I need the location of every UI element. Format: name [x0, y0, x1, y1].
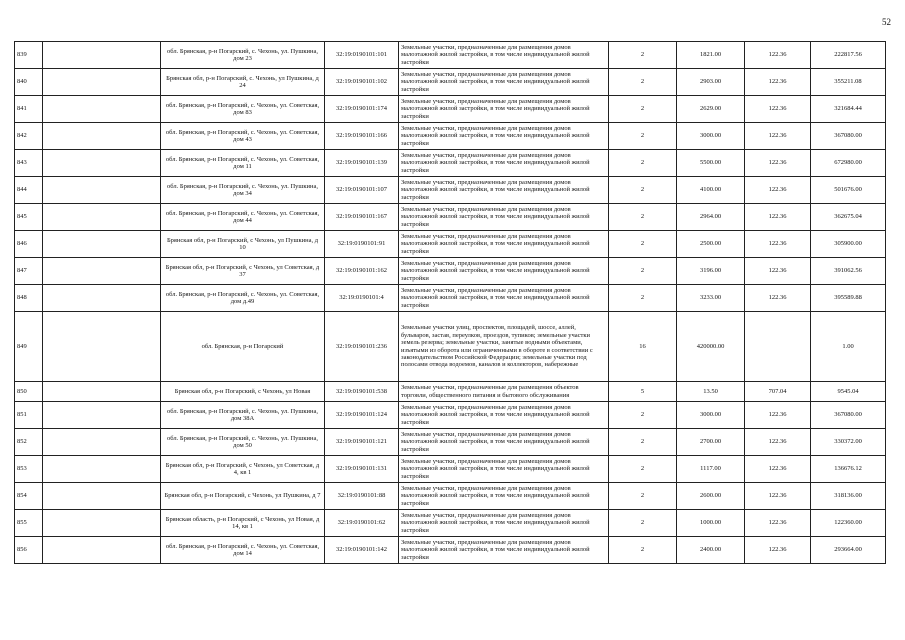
permitted-use-cell: Земельные участки, предназначенные для размещения объектов торговли, общественного питания и бытового обслуживания — [399, 382, 609, 402]
permitted-use-cell: Земельные участки, предназначенные для размещения домов малоэтажной жилой застройки, в том числе индивидуальной жилой застройки — [399, 258, 609, 285]
permitted-use-cell: Земельные участки, предназначенные для размещения домов малоэтажной жилой застройки, в том числе индивидуальной жилой застройки — [399, 42, 609, 69]
row-number: 845 — [15, 204, 43, 231]
row-spacer — [43, 456, 161, 483]
address-cell: обл. Брянская, р-н Погарский, с. Чехонь, ул. Пушкина, дом 34 — [161, 177, 325, 204]
cadastral-number-cell: 32:19:0190101:236 — [325, 312, 399, 382]
cadastral-value-cell: 321684.44 — [811, 96, 886, 123]
address-cell: Брянская обл, р-н Погарский, с Чехонь, ул Пушкина, д 10 — [161, 231, 325, 258]
table-row — [15, 177, 886, 204]
row-number: 851 — [15, 402, 43, 429]
row-number: 841 — [15, 96, 43, 123]
specific-value-cell: 122.36 — [745, 537, 811, 564]
cadastral-number-cell: 32:19:0190101:131 — [325, 456, 399, 483]
cadastral-value-cell: 501676.00 — [811, 177, 886, 204]
row-spacer — [43, 150, 161, 177]
permitted-use-cell: Земельные участки, предназначенные для размещения домов малоэтажной жилой застройки, в том числе индивидуальной жилой застройки — [399, 537, 609, 564]
area-cell: 5500.00 — [677, 150, 745, 177]
table-row — [15, 231, 886, 258]
area-cell: 2903.00 — [677, 69, 745, 96]
permitted-use-cell: Земельные участки, предназначенные для размещения домов малоэтажной жилой застройки, в том числе индивидуальной жилой застройки — [399, 285, 609, 312]
specific-value-cell: 122.36 — [745, 42, 811, 69]
permitted-use-cell: Земельные участки, предназначенные для размещения домов малоэтажной жилой застройки, в том числе индивидуальной жилой застройки — [399, 402, 609, 429]
use-group-cell: 2 — [609, 69, 677, 96]
use-group-cell: 2 — [609, 402, 677, 429]
use-group-cell: 2 — [609, 483, 677, 510]
area-cell: 3000.00 — [677, 402, 745, 429]
permitted-use-cell: Земельные участки, предназначенные для размещения домов малоэтажной жилой застройки, в том числе индивидуальной жилой застройки — [399, 177, 609, 204]
permitted-use-cell: Земельные участки, предназначенные для размещения домов малоэтажной жилой застройки, в том числе индивидуальной жилой застройки — [399, 231, 609, 258]
row-number: 848 — [15, 285, 43, 312]
cadastral-number-cell: 32:19:0190101:162 — [325, 258, 399, 285]
table-row — [15, 42, 886, 69]
table-row — [15, 456, 886, 483]
cadastral-value-cell: 330372.00 — [811, 429, 886, 456]
row-spacer — [43, 204, 161, 231]
row-number: 854 — [15, 483, 43, 510]
permitted-use-cell: Земельные участки, предназначенные для размещения домов малоэтажной жилой застройки, в том числе индивидуальной жилой застройки — [399, 123, 609, 150]
row-spacer — [43, 285, 161, 312]
row-spacer — [43, 231, 161, 258]
address-cell: Брянская обл, р-н Погарский, с Чехонь, ул Пушкина, д 7 — [161, 483, 325, 510]
area-cell: 1000.00 — [677, 510, 745, 537]
area-cell: 2600.00 — [677, 483, 745, 510]
use-group-cell: 2 — [609, 123, 677, 150]
row-number: 846 — [15, 231, 43, 258]
row-spacer — [43, 382, 161, 402]
table-row — [15, 510, 886, 537]
specific-value-cell: 122.36 — [745, 429, 811, 456]
area-cell: 2700.00 — [677, 429, 745, 456]
specific-value-cell: 122.36 — [745, 402, 811, 429]
use-group-cell: 2 — [609, 231, 677, 258]
table-row — [15, 483, 886, 510]
cadastral-number-cell: 32:19:0190101:91 — [325, 231, 399, 258]
address-cell: обл. Брянская, р-н Погарский, с. Чехонь, ул. Пушкина, дом 50 — [161, 429, 325, 456]
cadastral-number-cell: 32:19:0190101:88 — [325, 483, 399, 510]
use-group-cell: 2 — [609, 456, 677, 483]
use-group-cell: 2 — [609, 150, 677, 177]
use-group-cell: 2 — [609, 510, 677, 537]
address-cell: обл. Брянская, р-н Погарский, с. Чехонь, ул. Советская, дом 83 — [161, 96, 325, 123]
cadastral-value-cell: 222817.56 — [811, 42, 886, 69]
row-number: 852 — [15, 429, 43, 456]
address-cell: обл. Брянская, р-н Погарский, с. Чехонь, ул. Советская, дом д.49 — [161, 285, 325, 312]
area-cell: 2964.00 — [677, 204, 745, 231]
specific-value-cell — [745, 312, 811, 382]
address-cell: обл. Брянская, р-н Погарский, с. Чехонь, ул. Советская, дом 11 — [161, 150, 325, 177]
table-row — [15, 96, 886, 123]
permitted-use-cell: Земельные участки, предназначенные для размещения домов малоэтажной жилой застройки, в том числе индивидуальной жилой застройки — [399, 96, 609, 123]
table-row — [15, 402, 886, 429]
specific-value-cell: 122.36 — [745, 96, 811, 123]
table-row — [15, 429, 886, 456]
area-cell: 3233.00 — [677, 285, 745, 312]
cadastral-number-cell: 32:19:0190101:166 — [325, 123, 399, 150]
permitted-use-cell: Земельные участки, предназначенные для размещения домов малоэтажной жилой застройки, в том числе индивидуальной жилой застройки — [399, 150, 609, 177]
cadastral-number-cell: 32:19:0190101:101 — [325, 42, 399, 69]
cadastral-number-cell: 32:19:0190101:107 — [325, 177, 399, 204]
cadastral-value-cell: 136676.12 — [811, 456, 886, 483]
use-group-cell: 2 — [609, 537, 677, 564]
permitted-use-cell: Земельные участки, предназначенные для размещения домов малоэтажной жилой застройки, в том числе индивидуальной жилой застройки — [399, 204, 609, 231]
cadastral-value-cell: 355211.08 — [811, 69, 886, 96]
specific-value-cell: 122.36 — [745, 177, 811, 204]
table-row — [15, 382, 886, 402]
row-spacer — [43, 69, 161, 96]
use-group-cell: 2 — [609, 429, 677, 456]
permitted-use-cell: Земельные участки, предназначенные для размещения домов малоэтажной жилой застройки, в том числе индивидуальной жилой застройки — [399, 483, 609, 510]
cadastral-value-cell: 1.00 — [811, 312, 886, 382]
table-body — [15, 42, 886, 564]
cadastral-number-cell: 32:19:0190101:142 — [325, 537, 399, 564]
cadastral-number-cell: 32:19:0190101:124 — [325, 402, 399, 429]
row-number: 855 — [15, 510, 43, 537]
specific-value-cell: 122.36 — [745, 150, 811, 177]
row-spacer — [43, 258, 161, 285]
specific-value-cell: 122.36 — [745, 258, 811, 285]
cadastral-number-cell: 32:19:0190101:139 — [325, 150, 399, 177]
address-cell: обл. Брянская, р-н Погарский, с. Чехонь, ул. Советская, дом 14 — [161, 537, 325, 564]
address-cell: обл. Брянская, р-н Погарский, с. Чехонь, ул. Пушкина, дом 23 — [161, 42, 325, 69]
area-cell: 2629.00 — [677, 96, 745, 123]
use-group-cell: 2 — [609, 177, 677, 204]
cadastral-number-cell: 32:19:0190101:121 — [325, 429, 399, 456]
row-spacer — [43, 510, 161, 537]
table-row — [15, 312, 886, 382]
address-cell: Брянская обл, р-н Погарский, с Чехонь, ул Советская, д 4, кв 1 — [161, 456, 325, 483]
area-cell: 420000.00 — [677, 312, 745, 382]
use-group-cell: 2 — [609, 42, 677, 69]
address-cell: Брянская обл, р-н Погарский, с Чехонь, ул Советская, д 37 — [161, 258, 325, 285]
permitted-use-cell: Земельные участки, предназначенные для размещения домов малоэтажной жилой застройки, в том числе индивидуальной жилой застройки — [399, 456, 609, 483]
row-spacer — [43, 96, 161, 123]
row-spacer — [43, 483, 161, 510]
permitted-use-cell: Земельные участки, предназначенные для размещения домов малоэтажной жилой застройки, в том числе индивидуальной жилой застройки — [399, 429, 609, 456]
cadastral-value-cell: 367080.00 — [811, 123, 886, 150]
address-cell: обл. Брянская, р-н Погарский — [161, 312, 325, 382]
specific-value-cell: 122.36 — [745, 510, 811, 537]
address-cell: обл. Брянская, р-н Погарский, с. Чехонь, ул. Советская, дом 43 — [161, 123, 325, 150]
cadastral-number-cell: 32:19:0190101:62 — [325, 510, 399, 537]
table-row — [15, 285, 886, 312]
permitted-use-cell: Земельные участки улиц, проспектов, площадей, шоссе, аллей, бульваров, застав, переулков, проездов, тупиков; земельные участки земель резерва; земельные участки, занятые водными объектами, изъятыми из оборота или ограниченными в обороте в соответствии с законодательством Российской Федерации; земельные участки под полосами отвода водоемов, каналов и коллекторов, набережные — [399, 312, 609, 382]
row-spacer — [43, 312, 161, 382]
specific-value-cell: 122.36 — [745, 231, 811, 258]
area-cell: 4100.00 — [677, 177, 745, 204]
row-number: 840 — [15, 69, 43, 96]
table-row — [15, 204, 886, 231]
use-group-cell: 2 — [609, 285, 677, 312]
area-cell: 1117.00 — [677, 456, 745, 483]
area-cell: 2400.00 — [677, 537, 745, 564]
row-number: 849 — [15, 312, 43, 382]
permitted-use-cell: Земельные участки, предназначенные для размещения домов малоэтажной жилой застройки, в том числе индивидуальной жилой застройки — [399, 510, 609, 537]
cadastral-value-cell: 367080.00 — [811, 402, 886, 429]
specific-value-cell: 122.36 — [745, 285, 811, 312]
page-number: 52 — [882, 17, 891, 27]
row-number: 853 — [15, 456, 43, 483]
row-spacer — [43, 402, 161, 429]
area-cell: 1821.00 — [677, 42, 745, 69]
use-group-cell: 2 — [609, 96, 677, 123]
cadastral-value-cell: 293664.00 — [811, 537, 886, 564]
row-spacer — [43, 177, 161, 204]
specific-value-cell: 122.36 — [745, 204, 811, 231]
cadastral-value-cell: 672980.00 — [811, 150, 886, 177]
address-cell: Брянская обл, р-н Погарский, с. Чехонь, ул Пушкина, д 24 — [161, 69, 325, 96]
cadastral-value-cell: 305900.00 — [811, 231, 886, 258]
area-cell: 3196.00 — [677, 258, 745, 285]
row-spacer — [43, 537, 161, 564]
address-cell: Брянская область, р-н Погарский, с Чехонь, ул Новая, д 14, кв 1 — [161, 510, 325, 537]
table-row — [15, 258, 886, 285]
area-cell: 13.50 — [677, 382, 745, 402]
land-parcel-table — [14, 41, 886, 564]
row-number: 843 — [15, 150, 43, 177]
use-group-cell: 16 — [609, 312, 677, 382]
cadastral-value-cell: 362675.04 — [811, 204, 886, 231]
cadastral-number-cell: 32:19:0190101:167 — [325, 204, 399, 231]
cadastral-number-cell: 32:19:0190101:4 — [325, 285, 399, 312]
table-row — [15, 69, 886, 96]
address-cell: Брянская обл, р-н Погарский, с Чехонь, ул Новая — [161, 382, 325, 402]
specific-value-cell: 707.04 — [745, 382, 811, 402]
row-number: 839 — [15, 42, 43, 69]
specific-value-cell: 122.36 — [745, 69, 811, 96]
cadastral-number-cell: 32:19:0190101:102 — [325, 69, 399, 96]
specific-value-cell: 122.36 — [745, 456, 811, 483]
row-number: 842 — [15, 123, 43, 150]
cadastral-number-cell: 32:19:0190101:538 — [325, 382, 399, 402]
area-cell: 2500.00 — [677, 231, 745, 258]
table-row — [15, 537, 886, 564]
address-cell: обл. Брянская, р-н Погарский, с. Чехонь, ул. Пушкина, дом 38А — [161, 402, 325, 429]
specific-value-cell: 122.36 — [745, 123, 811, 150]
row-number: 844 — [15, 177, 43, 204]
row-number: 850 — [15, 382, 43, 402]
use-group-cell: 2 — [609, 258, 677, 285]
cadastral-value-cell: 9545.04 — [811, 382, 886, 402]
permitted-use-cell: Земельные участки, предназначенные для размещения домов малоэтажной жилой застройки, в том числе индивидуальной жилой застройки — [399, 69, 609, 96]
use-group-cell: 2 — [609, 204, 677, 231]
address-cell: обл. Брянская, р-н Погарский, с. Чехонь, ул. Советская, дом 44 — [161, 204, 325, 231]
cadastral-number-cell: 32:19:0190101:174 — [325, 96, 399, 123]
cadastral-value-cell: 391062.56 — [811, 258, 886, 285]
cadastral-value-cell: 318136.00 — [811, 483, 886, 510]
row-number: 856 — [15, 537, 43, 564]
cadastral-value-cell: 395589.88 — [811, 285, 886, 312]
area-cell: 3000.00 — [677, 123, 745, 150]
row-spacer — [43, 42, 161, 69]
table-row — [15, 150, 886, 177]
use-group-cell: 5 — [609, 382, 677, 402]
table-row — [15, 123, 886, 150]
specific-value-cell: 122.36 — [745, 483, 811, 510]
row-spacer — [43, 429, 161, 456]
row-number: 847 — [15, 258, 43, 285]
cadastral-value-cell: 122360.00 — [811, 510, 886, 537]
row-spacer — [43, 123, 161, 150]
